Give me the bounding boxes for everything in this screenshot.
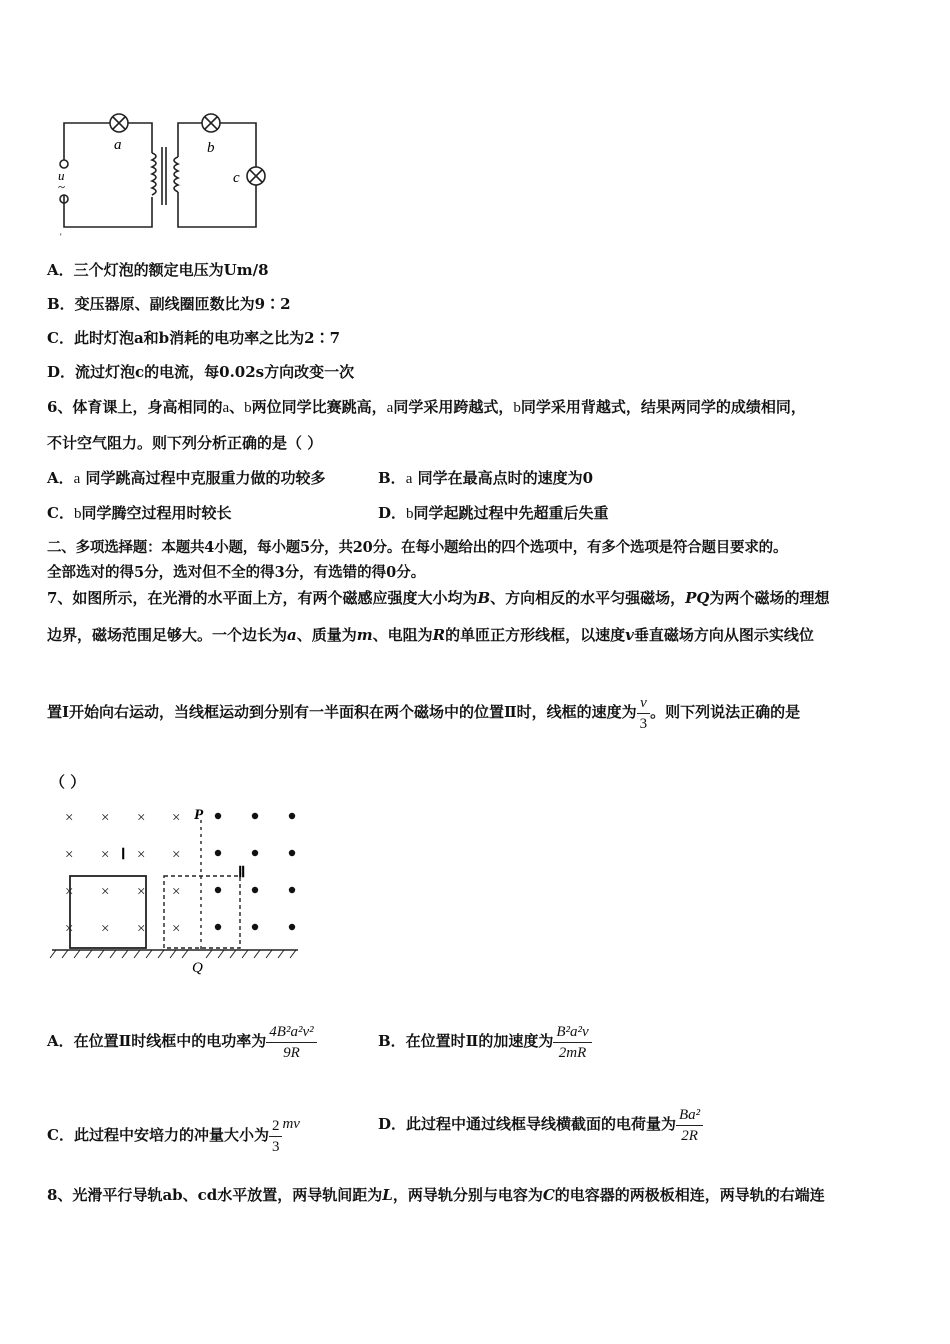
q6-option-c <box>47 503 231 524</box>
q7-var-v: v <box>625 626 634 644</box>
stray-mark: ' <box>60 232 62 242</box>
q6-opt-d-var: b <box>406 506 414 522</box>
svg-text:×: × <box>172 884 181 900</box>
q7-speed-num: v <box>637 694 651 714</box>
q7-var-B: B <box>477 589 491 607</box>
q8-line1-part2: ，两导轨分别与电容为 <box>392 1186 543 1204</box>
q8-var-L: L <box>382 1186 393 1204</box>
svg-text:×: × <box>137 847 146 863</box>
label-c: c <box>233 170 240 186</box>
q7-opt-b-den: 2mR <box>558 1044 587 1061</box>
q6-var-b1: b <box>244 400 252 416</box>
q6-option-b <box>378 468 593 489</box>
q7-opt-c-text: C．此过程中安培力的冲量大小为 <box>47 1126 269 1144</box>
q7-line1-part3: 为两个磁场的理想 <box>709 589 830 607</box>
q7-option-b <box>378 1020 592 1062</box>
q6-var-a2: a <box>386 400 394 416</box>
label-u: u <box>58 168 65 183</box>
q7-opt-b-num: B²a²v <box>553 1023 591 1043</box>
q6-opt-c-var: b <box>73 506 82 522</box>
q6-var-b2: b <box>513 400 521 416</box>
q7-opt-b-text: B．在位置时Ⅱ的加速度为 <box>378 1032 554 1050</box>
q8-stem-line1 <box>47 1185 825 1205</box>
svg-text:×: × <box>172 847 181 863</box>
svg-text:×: × <box>137 810 146 826</box>
q7-line3-part2: 。则下列说法正确的是 <box>650 703 801 721</box>
q8-line1-part3: 的电容器的两极板相连，两导轨的右端连 <box>554 1186 825 1204</box>
q5-option-a: A．三个灯泡的额定电压为Um/8 <box>47 261 269 279</box>
q7-line1-part2: 、方向相反的水平匀强磁场， <box>490 589 686 607</box>
q7-speed-fraction <box>637 694 651 733</box>
q6-opt-a-text: 同学跳高过程中克服重力做的功较多 <box>85 469 326 487</box>
q7-paren: （ ） <box>50 773 86 791</box>
svg-text:×: × <box>101 810 110 826</box>
q7-line3-part1: 置Ⅰ开始向右运动，当线框运动到分别有一半面积在两个磁场中的位置Ⅱ时，线框的速度为 <box>47 703 637 721</box>
q6-option-d <box>378 503 609 524</box>
q7-opt-a-num: 4B²a²v² <box>266 1023 316 1043</box>
q7-var-m: m <box>356 626 373 644</box>
q6-stem-part4: 同学采用背越式，结果两同学的成绩相同， <box>520 398 806 416</box>
label-b: b <box>207 140 215 156</box>
q7-option-c <box>47 1103 300 1156</box>
q6-var-a1: a <box>222 400 230 416</box>
q6-stem-line1 <box>47 397 806 418</box>
q7-stem-line1 <box>47 588 830 608</box>
q6-opt-b-prefix: B． <box>378 469 406 487</box>
q6-opt-a-var: a <box>73 471 81 487</box>
q7-opt-d-fraction <box>676 1106 703 1145</box>
magnetic-field-figure <box>48 800 308 980</box>
svg-text:×: × <box>65 810 74 826</box>
fig-label-I: Ⅰ <box>121 847 126 863</box>
q6-option-a <box>47 468 326 489</box>
fig-label-P: P <box>194 807 204 823</box>
q7-opt-c-den: 3 <box>271 1138 280 1155</box>
q5-option-d: D．流过灯泡c的电流，每0.02s方向改变一次 <box>47 363 355 381</box>
svg-text:×: × <box>65 847 74 863</box>
q7-stem-line3 <box>47 692 800 733</box>
svg-text:×: × <box>101 884 110 900</box>
q7-line2-part1: 边界，磁场范围足够大。一个边长为 <box>47 626 288 644</box>
q7-option-a <box>47 1020 317 1062</box>
q5-option-c: C．此时灯泡a和b消耗的电功率之比为2∶7 <box>47 329 341 347</box>
svg-text:×: × <box>172 921 181 937</box>
svg-text:×: × <box>65 884 74 900</box>
q6-stem-part1: 6、体育课上，身高相同的 <box>47 398 223 416</box>
fig-label-Q: Q <box>192 960 203 976</box>
q7-opt-c-num: 2 <box>269 1117 283 1137</box>
q7-opt-a-text: A．在位置Ⅱ时线框中的电功率为 <box>47 1032 267 1050</box>
q7-line2-part3: 、电阻为 <box>372 626 433 644</box>
section2-line2: 全部选对的得5分，选对但不全的得3分，有选错的得0分。 <box>47 564 426 581</box>
svg-text:×: × <box>137 884 146 900</box>
q8-line1-part1: 8、光滑平行导轨ab、cd水平放置，两导轨间距为 <box>47 1186 383 1204</box>
q7-line2-part5: 垂直磁场方向从图示实线位 <box>633 626 814 644</box>
q8-var-C: C <box>542 1186 555 1204</box>
q7-line1-part1: 7、如图所示，在光滑的水平面上方，有两个磁感应强度大小均为 <box>47 589 478 607</box>
q6-opt-d-prefix: D． <box>378 504 407 522</box>
q6-opt-b-text: 同学在最高点时的速度为0 <box>417 469 594 487</box>
q7-var-a: a <box>287 626 297 644</box>
q7-var-R: R <box>432 626 446 644</box>
svg-text:×: × <box>65 921 74 937</box>
q6-opt-c-prefix: C． <box>47 504 74 522</box>
q6-stem-line2: 不计空气阻力。则下列分析正确的是（ ） <box>47 434 323 452</box>
label-a: a <box>114 137 122 153</box>
q7-opt-c-tail: mv <box>282 1116 300 1132</box>
svg-text:×: × <box>137 921 146 937</box>
q6-opt-d-text: 同学起跳过程中先超重后失重 <box>413 504 609 522</box>
q6-opt-c-text: 同学腾空过程用时较长 <box>81 504 232 522</box>
q7-stem-line2 <box>47 625 814 645</box>
q6-opt-a-prefix: A． <box>47 469 74 487</box>
q7-option-d <box>378 1103 703 1145</box>
tilde-mark: ~ <box>58 179 66 194</box>
q7-opt-d-den: 2R <box>681 1127 698 1144</box>
q6-stem-part3: 同学采用跨越式， <box>393 398 514 416</box>
q7-var-PQ: PQ <box>685 589 710 607</box>
q7-opt-a-den: 9R <box>283 1044 300 1061</box>
q6-stem-part2: 两位同学比赛跳高， <box>251 398 387 416</box>
q7-opt-b-fraction <box>553 1023 591 1062</box>
svg-text:×: × <box>101 847 110 863</box>
fig-label-II: Ⅱ <box>238 865 246 881</box>
q7-opt-d-text: D．此过程中通过线框导线横截面的电荷量为 <box>378 1115 677 1133</box>
q7-speed-den: 3 <box>639 715 648 732</box>
q7-opt-d-num: Ba² <box>676 1106 703 1126</box>
svg-text:×: × <box>101 921 110 937</box>
q7-line2-part2: 、质量为 <box>296 626 357 644</box>
q6-opt-b-var: a <box>405 471 413 487</box>
q5-option-b: B．变压器原、副线圈匝数比为9∶2 <box>47 295 291 313</box>
q7-opt-a-fraction <box>266 1023 316 1062</box>
q6-sep: 、 <box>229 398 245 416</box>
q7-opt-c-fraction <box>269 1117 283 1156</box>
transformer-circuit-diagram <box>50 105 310 245</box>
section2-line1: 二、多项选择题：本题共4小题，每小题5分，共20分。在每小题给出的四个选项中，有多个选项是符合题目要求的。 <box>47 539 788 556</box>
q7-line2-part4: 的单匝正方形线框，以速度 <box>445 626 626 644</box>
svg-text:×: × <box>172 810 181 826</box>
